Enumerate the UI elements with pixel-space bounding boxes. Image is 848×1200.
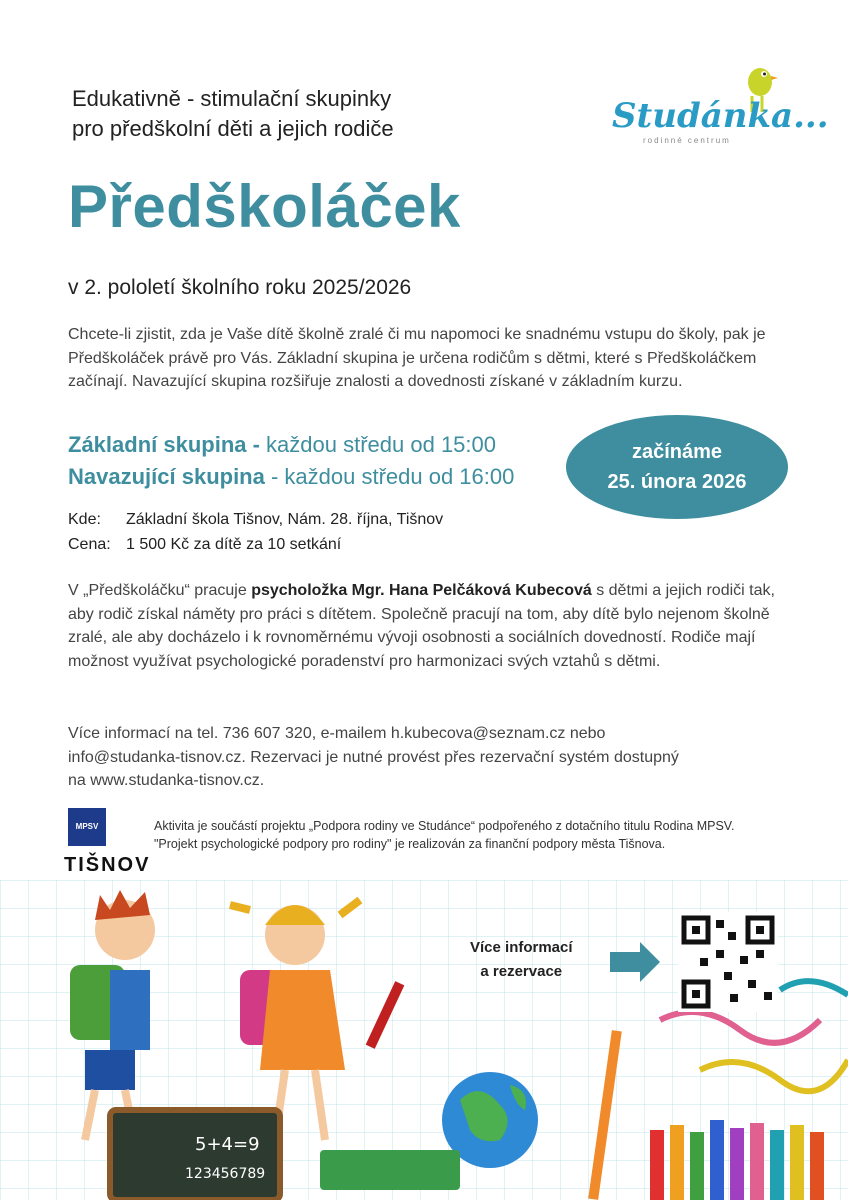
intro-text: Chcete-li zjistit, zda je Vaše dítě školně zralé či mu napomoci ke snadnému vstupu do školy, pak je Předškoláček právě pro Vás. Základní skupina je určena rodičům s dětmi, které s Předškoláčkem začínají. Navazující skupina rozšiřuje znalosti a dovednosti získané v základním kurzu. — [68, 326, 766, 390]
group-basic — [68, 432, 496, 458]
qr-caption — [470, 936, 573, 984]
badge-line-2: 25. února 2026 — [607, 471, 747, 493]
detail-location — [68, 511, 443, 529]
contact-info — [68, 722, 768, 793]
contact-line-1: Více informací na tel. 736 607 320, e-mailem h.kubecova@seznam.cz nebo — [68, 725, 606, 742]
group-advanced-time: - každou středu od 16:00 — [264, 464, 515, 489]
chalkboard-icon — [110, 1110, 280, 1200]
footnote — [154, 818, 794, 853]
mpsv-label: MPSV — [75, 822, 99, 831]
group-basic-name: Základní skupina - — [68, 432, 260, 457]
group-advanced — [68, 464, 514, 490]
qr-caption-line-2: a rezervace — [480, 963, 563, 980]
contact-line-3: na www.studanka-tisnov.cz. — [68, 772, 265, 789]
subtitle-line-1: Edukativně - stimulační skupinky — [72, 86, 392, 111]
logo-tagline: rodinné centrum — [643, 136, 731, 145]
description-before: V „Předškoláčku“ pracuje — [68, 582, 252, 599]
page-title: Předškoláček — [68, 173, 461, 240]
description-psychologist: psycholožka Mgr. Hana Pelčáková Kubecová — [251, 582, 592, 599]
description-after: s dětmi a jejich rodiči tak, aby rodič získal náměty pro práci s dítětem. Společně pracují na tom, aby dítě bylo nejenom školně zralé, ale aby docházelo i k rovnoměrnému vývoji osobnosti a sociálních dovedností. Rodiče mají možnost využívat psychologické poradenství pro harmonizaci svých vztahů s dětmi. — [68, 582, 775, 670]
detail-location-value: Základní škola Tišnov, Nám. 28. října, Tišnov — [126, 511, 444, 528]
group-advanced-name: Navazující skupina — [68, 464, 265, 489]
detail-price-key: Cena: — [68, 536, 111, 553]
description — [68, 579, 788, 673]
svg-text:123456789: 123456789 — [185, 1166, 266, 1182]
footnote-line-1: Aktivita je součástí projektu „Podpora rodiny ve Studánce“ podpořeného z dotačního titulu Rodina MPSV. — [154, 819, 735, 833]
period: v 2. pololetí školního roku 2025/2026 — [68, 276, 412, 299]
mpsv-logo — [68, 808, 106, 846]
qr-code-icon — [678, 912, 778, 1012]
school-illustration — [0, 880, 848, 1200]
book-icon — [320, 1150, 460, 1190]
subtitle-line-2: pro předškolní děti a jejich rodiče — [72, 116, 394, 141]
detail-price-value: 1 500 Kč za dítě za 10 setkání — [126, 536, 342, 553]
detail-price — [68, 536, 341, 554]
group-basic-time: každou středu od 15:00 — [259, 432, 496, 457]
detail-location-key: Kde: — [68, 511, 101, 528]
tisnov-logo: TIŠNOV — [64, 854, 151, 876]
footnote-line-2: "Projekt psychologické podpory pro rodiny" je realizován za finanční podpory města Tišnova. — [154, 836, 666, 851]
contact-line-2: info@studanka-tisnov.cz. Rezervaci je nutné provést přes rezervační systém dostupný — [68, 748, 679, 766]
logo-name: Studánka... — [612, 96, 829, 136]
subtitle — [72, 84, 394, 144]
qr-caption-line-1: Více informací — [470, 939, 573, 956]
svg-text:5+4=9: 5+4=9 — [195, 1134, 260, 1155]
badge-line-1: začínáme — [631, 441, 723, 463]
start-date-badge — [566, 415, 788, 519]
